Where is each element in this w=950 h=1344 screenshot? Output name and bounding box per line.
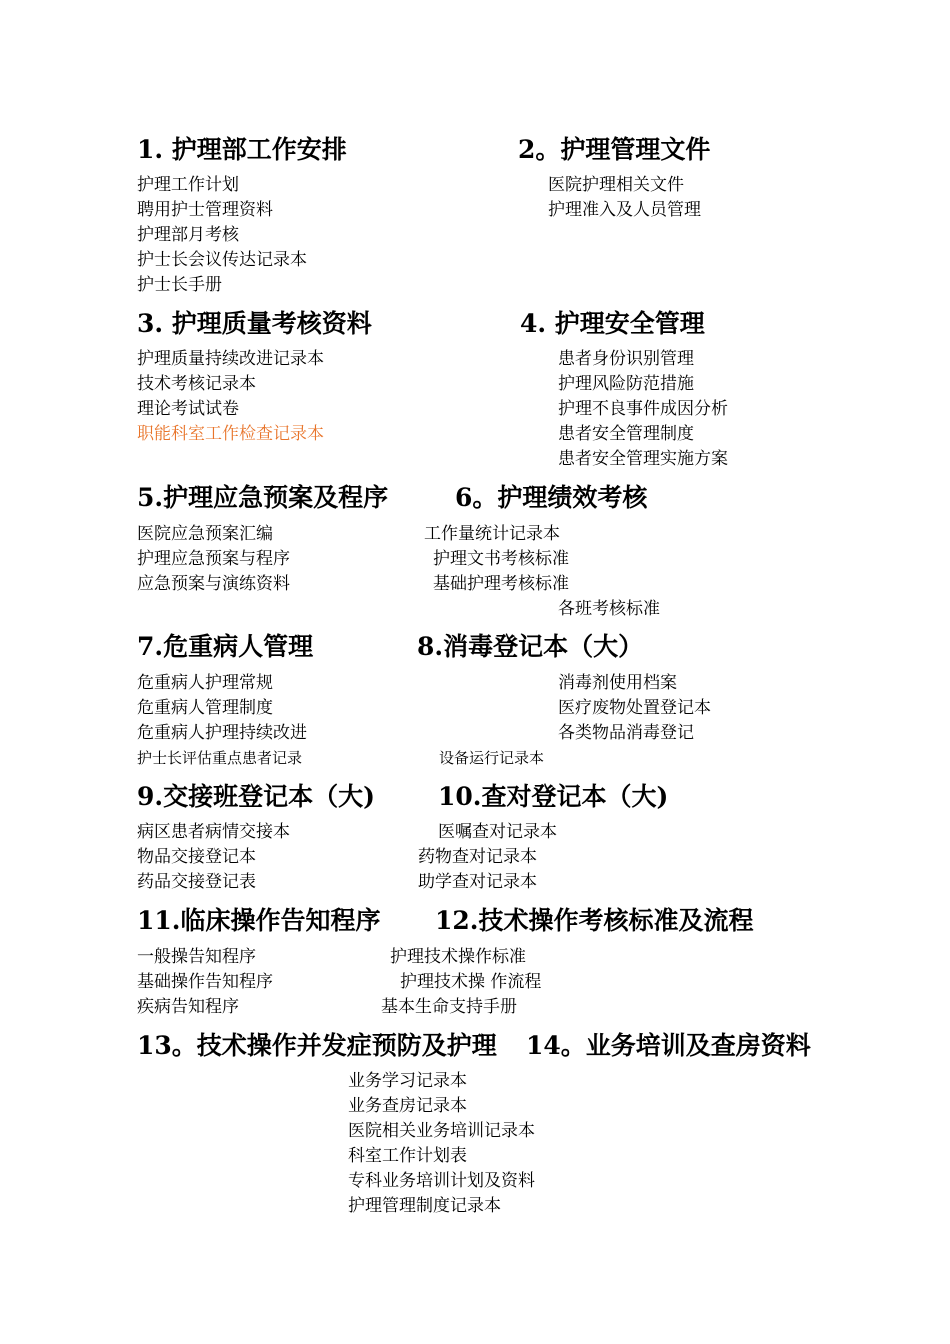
- section-10-item: 药物查对记录本: [418, 847, 537, 867]
- section-8-item: 各类物品消毒登记: [558, 723, 694, 743]
- section-3-item: 理论考试试卷: [137, 399, 239, 419]
- section-4-item: 患者安全管理实施方案: [558, 449, 728, 469]
- section-14-item: 专科业务培训计划及资料: [348, 1171, 535, 1191]
- section-7-item: 护士长评估重点患者记录: [137, 749, 303, 767]
- section-2-item: 护理准入及人员管理: [548, 200, 701, 220]
- section-1-item: 聘用护士管理资料: [137, 200, 273, 220]
- section-4-item: 患者身份识别管理: [558, 349, 694, 369]
- section-14-item: 业务学习记录本: [348, 1071, 467, 1091]
- section-12-item: 基本生命支持手册: [381, 997, 517, 1017]
- section-8-title: 8.消毒登记本（大）: [417, 632, 644, 661]
- section-1-title: 1. 护理部工作安排: [137, 135, 347, 164]
- section-6-item: 各班考核标准: [558, 599, 660, 619]
- section-14-item: 业务查房记录本: [348, 1096, 467, 1116]
- section-3-item: 技术考核记录本: [137, 374, 256, 394]
- section-10-item: 医嘱查对记录本: [438, 822, 557, 842]
- section-3-item: 护理质量持续改进记录本: [137, 349, 324, 369]
- section-4-title: 4. 护理安全管理: [520, 309, 705, 338]
- section-8-item: 消毒剂使用档案: [558, 673, 677, 693]
- section-1-item: 护理部月考核: [137, 225, 239, 245]
- section-11-item: 基础操作告知程序: [137, 972, 273, 992]
- section-12-item: 护理技术操作标准: [390, 947, 526, 967]
- section-9-item: 病区患者病情交接本: [137, 822, 290, 842]
- section-14-item: 科室工作计划表: [348, 1146, 467, 1166]
- section-5-title: 5.护理应急预案及程序: [137, 483, 389, 512]
- section-4-item: 患者安全管理制度: [558, 424, 694, 444]
- section-7-title: 7.危重病人管理: [137, 632, 314, 661]
- section-6-item: 基础护理考核标准: [433, 574, 569, 594]
- section-4-item: 护理风险防范措施: [558, 374, 694, 394]
- section-12-item: 护理技术操 作流程: [400, 972, 542, 992]
- section-6-item: 护理文书考核标准: [433, 549, 569, 569]
- section-10-item: 助学查对记录本: [418, 872, 537, 892]
- section-8-item: 医疗废物处置登记本: [558, 698, 711, 718]
- section-7-item: 危重病人护理持续改进: [137, 723, 307, 743]
- section-3-item-highlighted: 职能科室工作检查记录本: [137, 424, 324, 444]
- section-1-item: 护士长会议传达记录本: [137, 250, 307, 270]
- section-9-item: 药品交接登记表: [137, 872, 256, 892]
- section-14-title: 14。业务培训及查房资料: [526, 1031, 811, 1060]
- section-7-item: 危重病人护理常规: [137, 673, 273, 693]
- section-2-item: 医院护理相关文件: [548, 175, 684, 195]
- section-5-item: 医院应急预案汇编: [137, 524, 273, 544]
- section-9-title: 9.交接班登记本（大): [137, 782, 375, 811]
- section-11-item: 疾病告知程序: [137, 997, 239, 1017]
- section-11-item: 一般操告知程序: [137, 947, 256, 967]
- section-12-title: 12.技术操作考核标准及流程: [435, 906, 754, 935]
- section-9-item: 物品交接登记本: [137, 847, 256, 867]
- section-13-title: 13。技术操作并发症预防及护理: [137, 1031, 497, 1060]
- section-5-item: 应急预案与演练资料: [137, 574, 290, 594]
- section-6-title: 6。护理绩效考核: [455, 483, 648, 512]
- section-8-item: 设备运行记录本: [439, 749, 545, 767]
- section-10-title: 10.查对登记本（大): [438, 782, 669, 811]
- section-14-item: 医院相关业务培训记录本: [348, 1121, 535, 1141]
- section-4-item: 护理不良事件成因分析: [558, 399, 728, 419]
- section-2-title: 2。护理管理文件: [518, 135, 711, 164]
- section-5-item: 护理应急预案与程序: [137, 549, 290, 569]
- section-1-item: 护士长手册: [137, 275, 222, 295]
- section-7-item: 危重病人管理制度: [137, 698, 273, 718]
- section-3-title: 3. 护理质量考核资料: [137, 309, 372, 338]
- section-14-item: 护理管理制度记录本: [348, 1196, 501, 1216]
- section-1-item: 护理工作计划: [137, 175, 239, 195]
- section-6-item: 工作量统计记录本: [424, 524, 560, 544]
- section-11-title: 11.临床操作告知程序: [137, 906, 381, 935]
